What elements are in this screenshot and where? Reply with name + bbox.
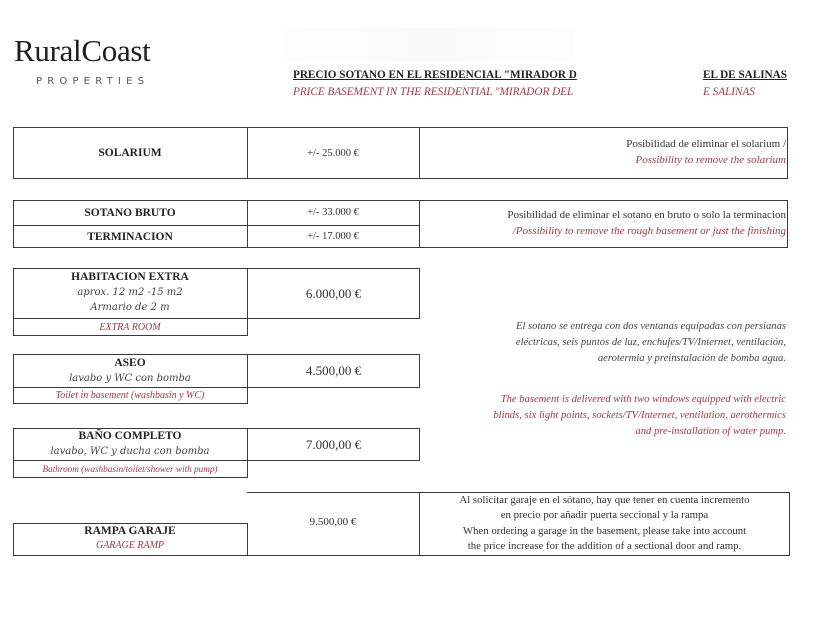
solarium-note-es: Posibilidad de eliminar el solarium / xyxy=(626,138,786,150)
brand-logo: RuralCoast xyxy=(14,33,151,68)
sotano-bruto-price: +/- 33.000 € xyxy=(307,207,359,218)
garage-note-line: Al solicitar garaje en el sótano, hay que tener en cuenta incremento xyxy=(459,494,750,506)
garage-translation: GARAGE RAMP xyxy=(95,540,165,551)
terminacion-label: TERMINACION xyxy=(87,230,173,243)
delivery-note-line: eléctricas, seis puntos de luz, enchufes/TV/Internet, ventilación, xyxy=(515,336,786,348)
bano-detail: lavabo, WC y ducha con bomba xyxy=(50,446,210,457)
bano-price: 7.000,00 € xyxy=(305,436,362,452)
garage-price: 9.500,00 € xyxy=(309,516,357,528)
sotano-bruto-label: SOTANO BRUTO xyxy=(84,206,176,219)
sotano-note-es: Posibilidad de eliminar el sotano en bruto o solo la terminacion xyxy=(507,209,786,221)
extra-room-translation: EXTRA ROOM xyxy=(99,321,161,333)
title-en-left: PRICE BASEMENT IN THE RESIDENTIAL "MIRADOR DEL xyxy=(293,86,574,98)
delivery-note-line: aerotermia y preinstalación de bomba agua. xyxy=(597,352,786,364)
title-es-right: EL DE SALINAS xyxy=(703,69,787,81)
delivery-note-line: blinds, six light points, sockets/TV/Internet, ventilation, aerothermics xyxy=(493,409,786,421)
solarium-label: SOLARIUM xyxy=(98,147,162,159)
garage-note-line: en precio por añadir puerta seccional y la rampa xyxy=(500,509,709,522)
garage-note-line: When ordering a garage in the basement, please take into account xyxy=(462,524,747,537)
solarium-note xyxy=(420,137,786,168)
title-en-right: E SALINAS xyxy=(703,86,755,98)
garage-cell xyxy=(13,524,247,553)
extra-room-price: 6.000,00 € xyxy=(305,285,362,301)
solarium-price: +/- 25.000 € xyxy=(307,147,359,159)
aseo-cell xyxy=(13,356,247,386)
extra-room-detail: aprox. 12 m2 -15 m2 xyxy=(77,287,183,298)
solarium-note-en: Possibility to remove the solarium xyxy=(635,153,786,166)
title-es-left: PRECIO SOTANO EN EL RESIDENCIAL "MIRADOR D xyxy=(293,69,577,81)
extra-room-label: HABITACION EXTRA xyxy=(71,271,189,283)
delivery-note-line: and pre-installation of water pump. xyxy=(635,425,786,437)
bano-cell xyxy=(13,429,247,459)
delivery-note-line: The basement is delivered with two windows equipped with electric xyxy=(500,394,786,405)
divider xyxy=(247,492,419,493)
aseo-label: ASEO xyxy=(114,357,146,369)
watermark xyxy=(285,28,575,62)
aseo-translation: Toilet in basement (washbasin y WC) xyxy=(55,390,205,401)
bano-translation: Bathroom (washbasin/toilet/shower with pump) xyxy=(42,464,218,474)
garage-label: RAMPA GARAJE xyxy=(84,525,176,537)
extra-room-detail: Armario de 2 m xyxy=(90,302,170,313)
sotano-note-en: /Possibility to remove the rough basement or just the finishing xyxy=(512,224,786,237)
delivery-note-line: El sotano se entrega con dos ventanas equipadas con persianas xyxy=(515,321,786,332)
delivery-note-en xyxy=(412,392,786,439)
garage-note xyxy=(420,493,789,554)
bano-label: BAÑO COMPLETO xyxy=(78,430,182,442)
aseo-price: 4.500,00 € xyxy=(305,363,362,378)
aseo-detail: lavabo y WC con bomba xyxy=(69,373,191,384)
brand-subtitle: PROPERTIES xyxy=(36,76,150,87)
sotano-note xyxy=(420,208,786,239)
delivery-note-es xyxy=(420,319,786,366)
garage-note-line: the price increase for the addition of a sectional door and ramp. xyxy=(467,539,742,552)
terminacion-price: +/- 17.000 € xyxy=(307,231,359,242)
extra-room-cell xyxy=(13,270,247,315)
